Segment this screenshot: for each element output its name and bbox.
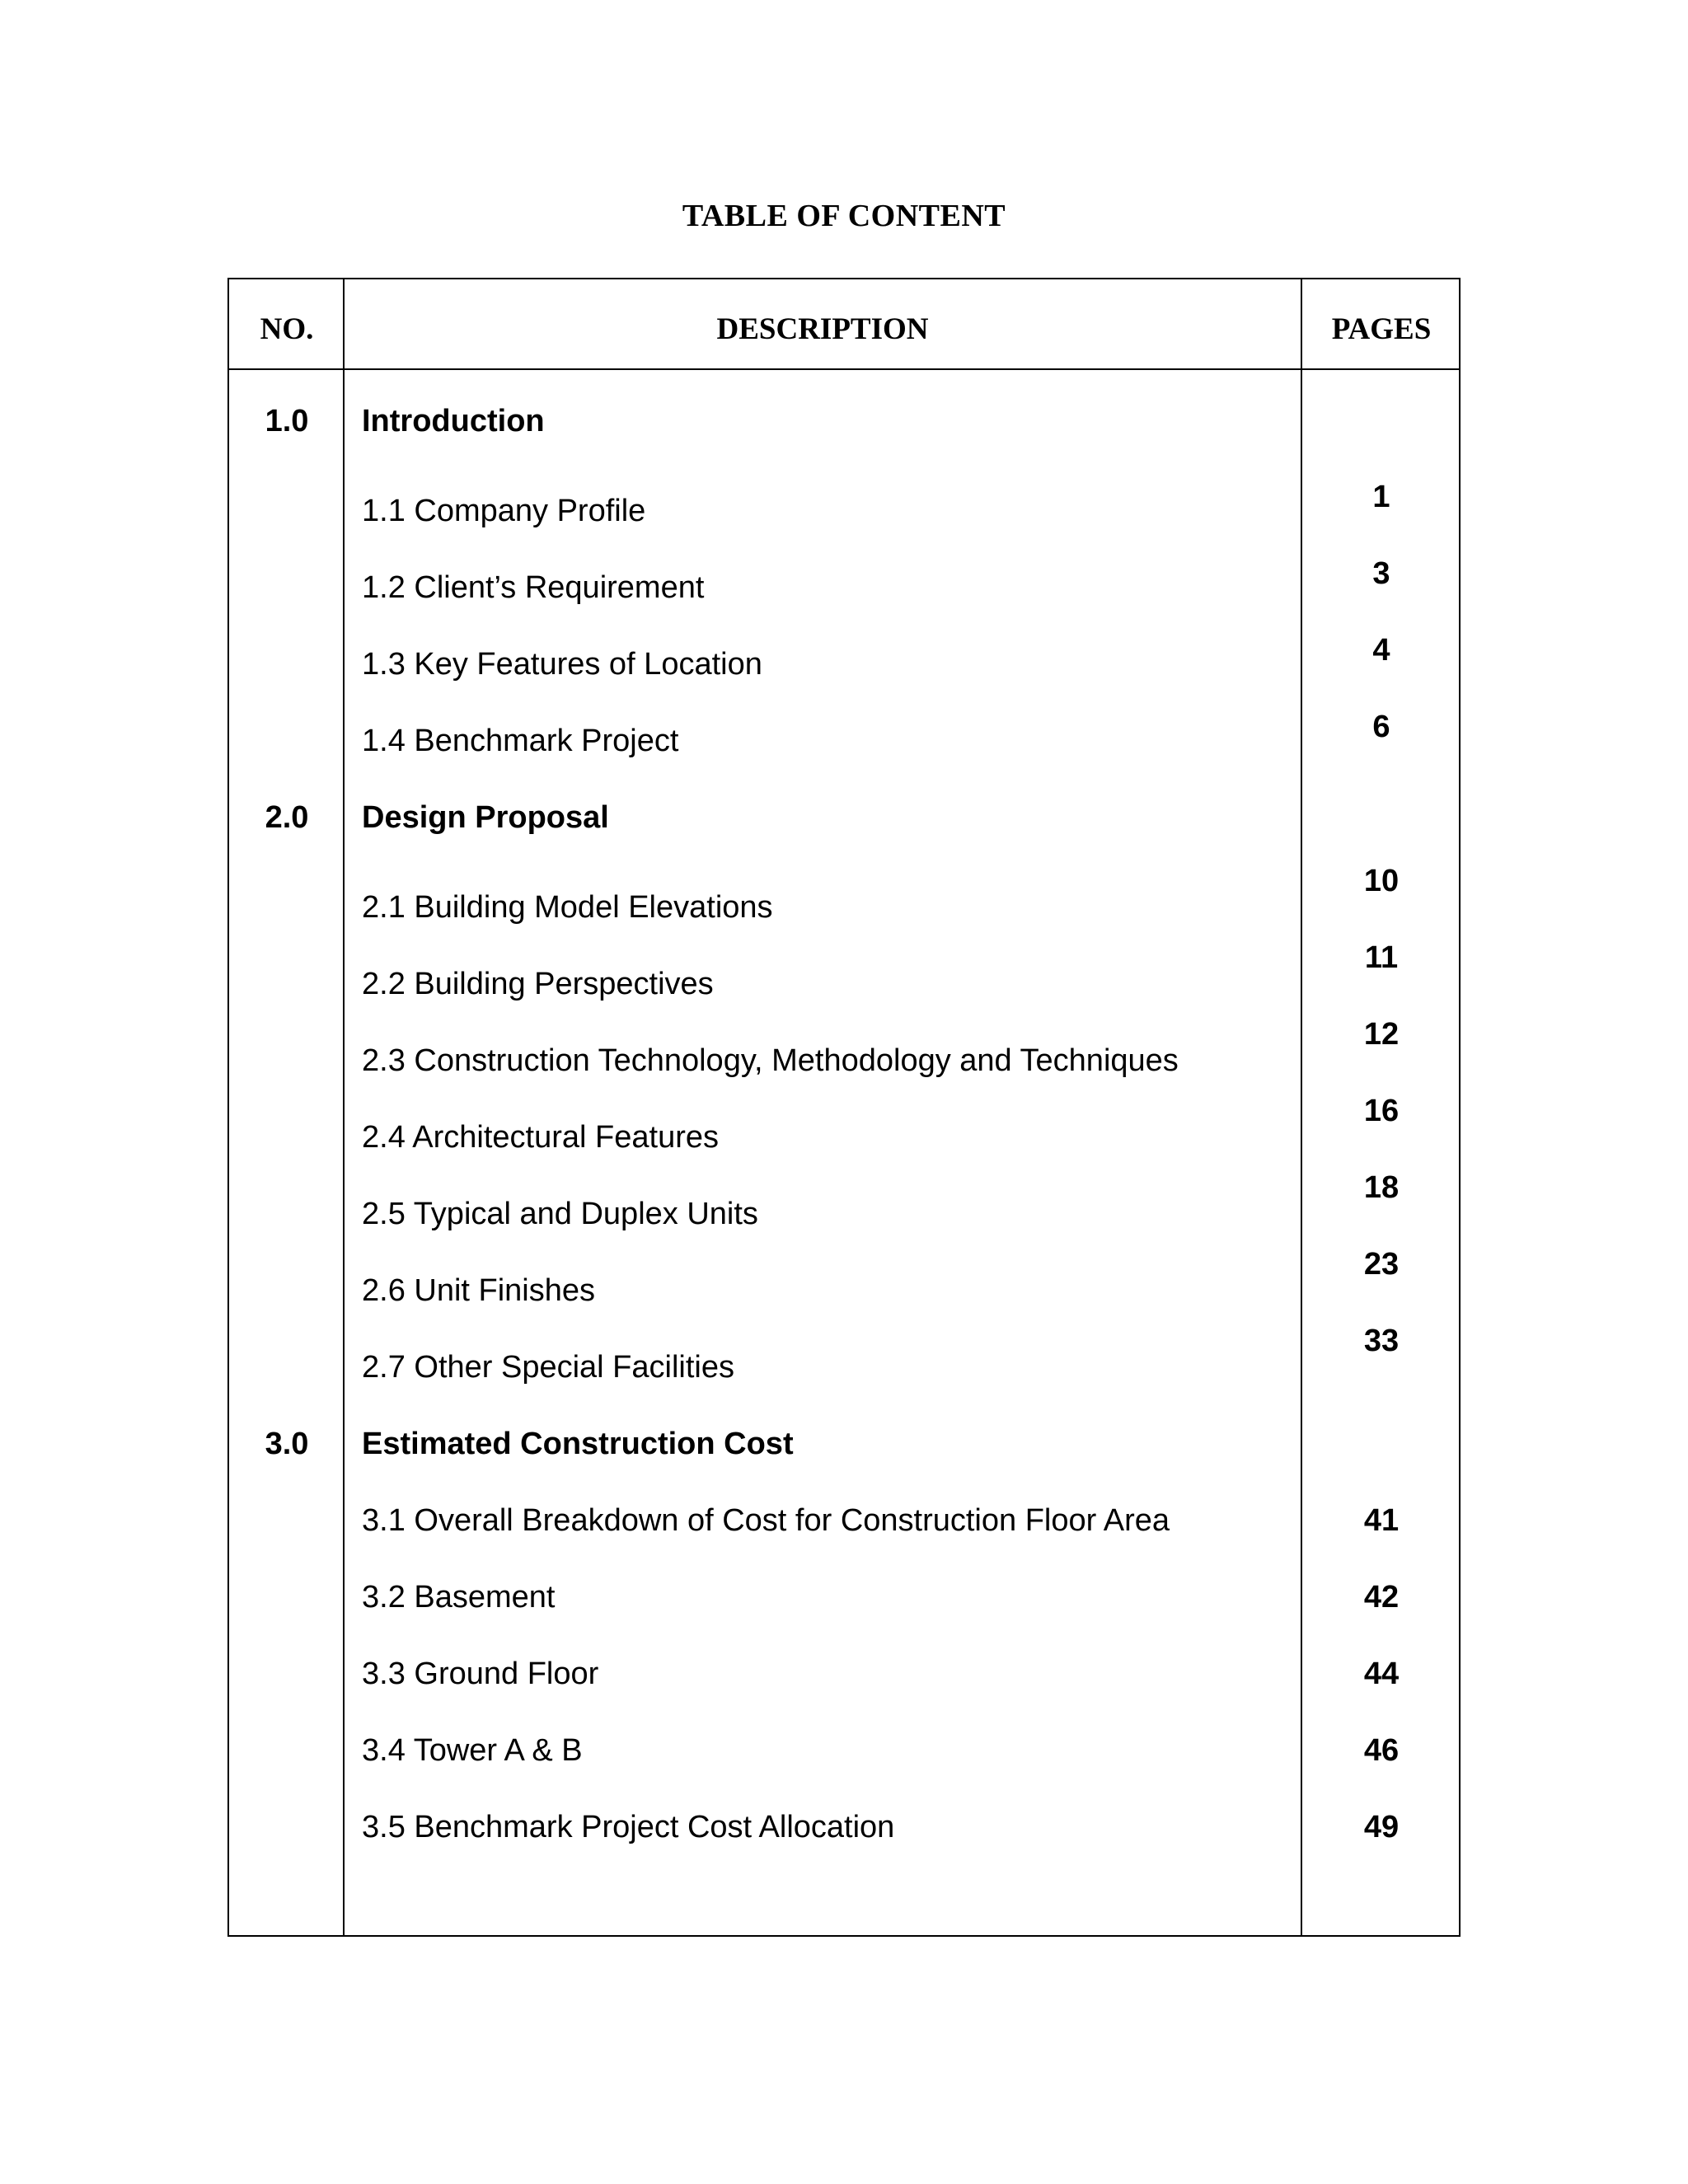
section-number: 2.0: [265, 800, 309, 835]
toc-page: 3: [1372, 556, 1390, 591]
toc-table: [227, 278, 1461, 1937]
toc-page: 42: [1363, 1580, 1400, 1615]
toc-page: 11: [1364, 940, 1399, 975]
toc-item: 2.1 Building Model Elevations: [362, 890, 773, 925]
section-number: 3.0: [265, 1427, 309, 1461]
toc-page: 1: [1372, 480, 1390, 514]
toc-item: 3.5 Benchmark Project Cost Allocation: [362, 1810, 895, 1844]
section-title: Introduction: [362, 404, 545, 438]
toc-page: 41: [1363, 1503, 1400, 1538]
toc-page: 46: [1363, 1733, 1400, 1768]
toc-item: 3.2 Basement: [362, 1580, 556, 1615]
toc-page: 6: [1372, 710, 1390, 744]
toc-page: 23: [1363, 1247, 1400, 1282]
toc-page: 16: [1363, 1094, 1400, 1128]
header-no: NO.: [260, 312, 314, 346]
toc-item: 3.1 Overall Breakdown of Cost for Construction Floor Area: [362, 1503, 1170, 1538]
toc-item: 3.3 Ground Floor: [362, 1657, 599, 1691]
toc-item: 1.3 Key Features of Location: [362, 647, 762, 682]
header-pages: PAGES: [1331, 312, 1432, 346]
toc-item: 2.2 Building Perspectives: [362, 967, 714, 1001]
toc-item: 2.5 Typical and Duplex Units: [362, 1197, 758, 1231]
toc-item: 1.1 Company Profile: [362, 494, 646, 528]
header-description: DESCRIPTION: [716, 312, 929, 346]
section-title: Estimated Construction Cost: [362, 1427, 794, 1461]
toc-page: 33: [1363, 1324, 1400, 1358]
toc-page: 12: [1363, 1017, 1400, 1052]
toc-item: 2.6 Unit Finishes: [362, 1273, 596, 1308]
toc-item: 2.7 Other Special Facilities: [362, 1350, 734, 1385]
toc-page: 49: [1363, 1810, 1400, 1844]
toc-item: 2.3 Construction Technology, Methodology and Techniques: [362, 1043, 1179, 1078]
column-divider: [343, 279, 345, 1935]
toc-item: 3.4 Tower A & B: [362, 1733, 583, 1768]
toc-item: 2.4 Architectural Features: [362, 1120, 719, 1155]
toc-item: 1.4 Benchmark Project: [362, 724, 679, 758]
section-title: Design Proposal: [362, 800, 609, 835]
toc-page: 44: [1363, 1657, 1400, 1691]
toc-item: 1.2 Client’s Requirement: [362, 570, 705, 605]
header-divider: [229, 368, 1459, 370]
page-title: TABLE OF CONTENT: [682, 199, 1006, 233]
toc-page: 10: [1363, 864, 1400, 898]
toc-page: 4: [1372, 633, 1390, 668]
toc-page: 18: [1363, 1170, 1400, 1205]
section-number: 1.0: [265, 404, 309, 438]
